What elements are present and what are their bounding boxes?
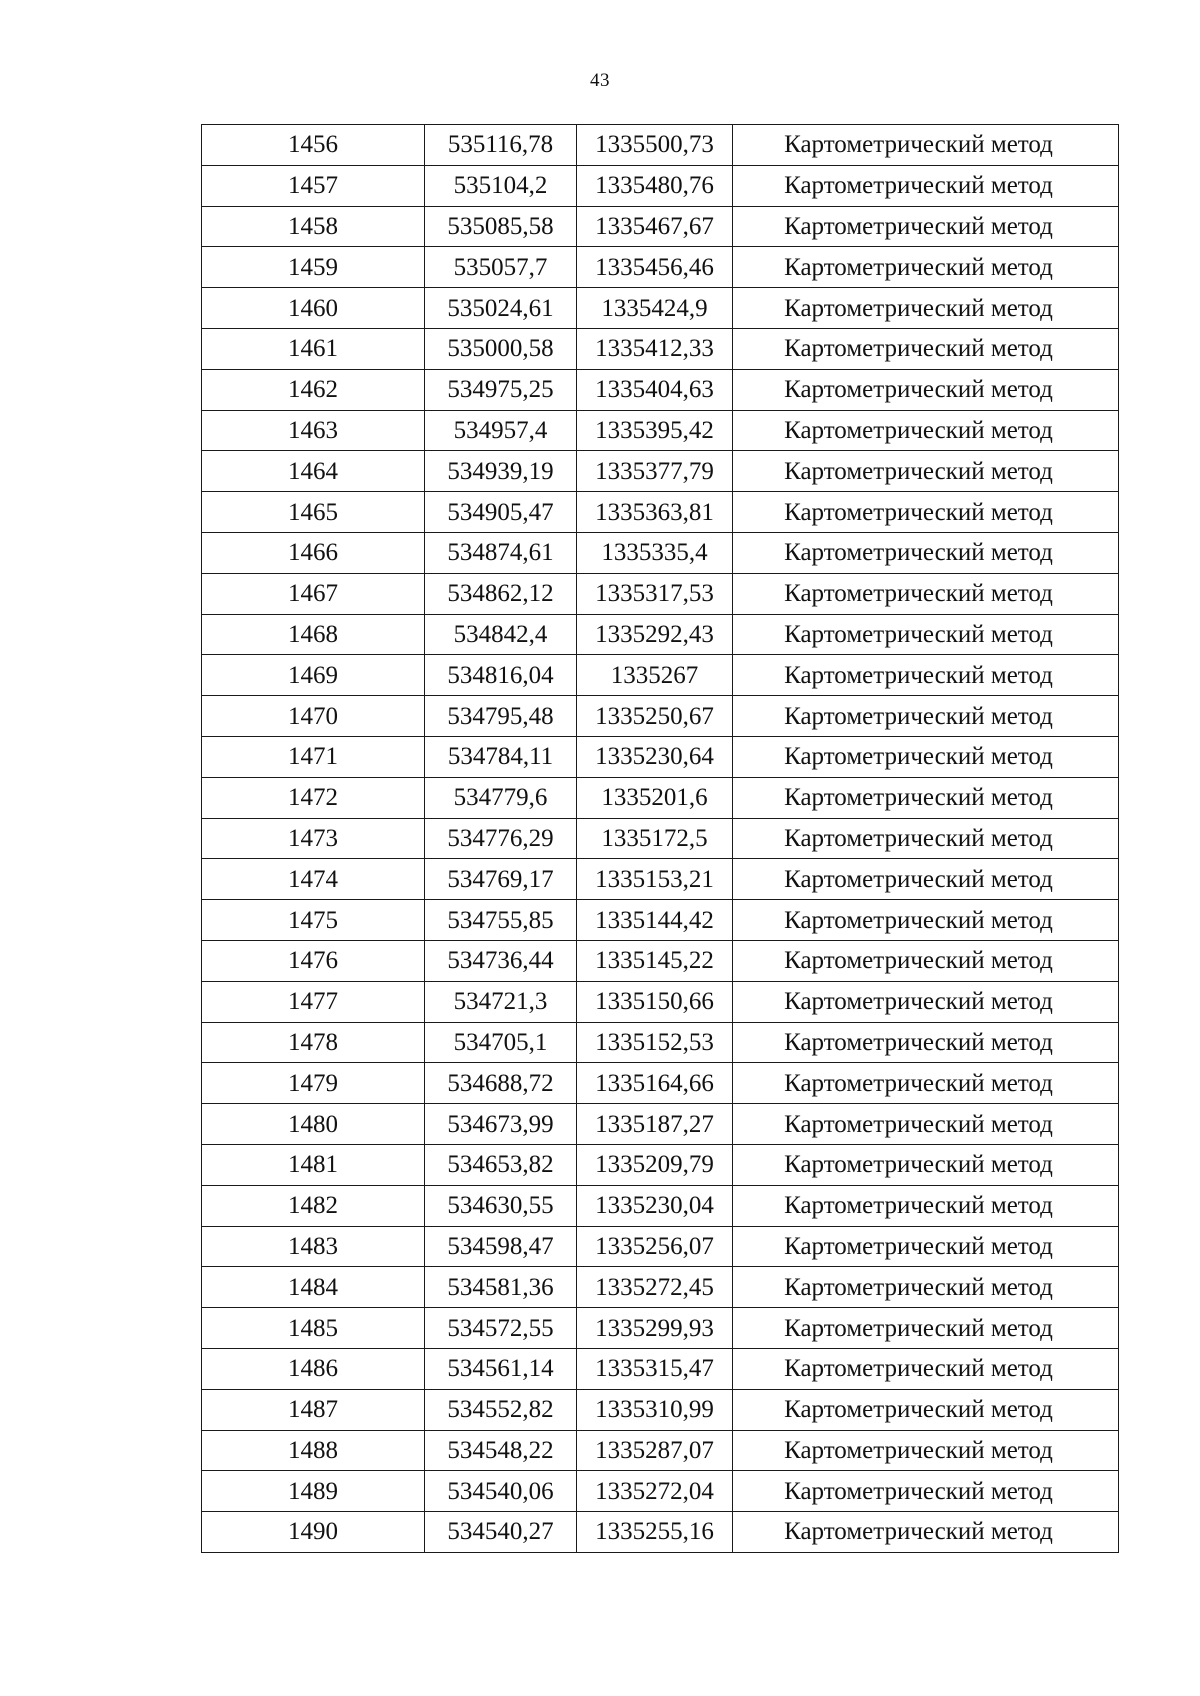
method-cell: Картометрический метод: [733, 247, 1119, 288]
x-coordinate-cell: 534939,19: [425, 451, 577, 492]
point-number-cell: 1488: [202, 1430, 425, 1471]
y-coordinate-cell: 1335150,66: [577, 981, 733, 1022]
table-row: [202, 369, 1119, 410]
table-row: [202, 288, 1119, 329]
method-cell: Картометрический метод: [733, 1104, 1119, 1145]
point-number-cell: 1470: [202, 696, 425, 737]
table-row: [202, 532, 1119, 573]
y-coordinate-cell: 1335395,42: [577, 410, 733, 451]
x-coordinate-cell: 534673,99: [425, 1104, 577, 1145]
x-coordinate-cell: 534776,29: [425, 818, 577, 859]
y-coordinate-cell: 1335187,27: [577, 1104, 733, 1145]
point-number-cell: 1489: [202, 1471, 425, 1512]
method-cell: Картометрический метод: [733, 532, 1119, 573]
y-coordinate-cell: 1335164,66: [577, 1063, 733, 1104]
table-row: [202, 573, 1119, 614]
point-number-cell: 1463: [202, 410, 425, 451]
point-number-cell: 1485: [202, 1308, 425, 1349]
x-coordinate-cell: 535104,2: [425, 165, 577, 206]
method-cell: Картометрический метод: [733, 125, 1119, 166]
x-coordinate-cell: 534552,82: [425, 1389, 577, 1430]
y-coordinate-cell: 1335256,07: [577, 1226, 733, 1267]
point-number-cell: 1466: [202, 532, 425, 573]
point-number-cell: 1461: [202, 328, 425, 369]
x-coordinate-cell: 534862,12: [425, 573, 577, 614]
table-row: [202, 1430, 1119, 1471]
x-coordinate-cell: 534572,55: [425, 1308, 577, 1349]
point-number-cell: 1465: [202, 492, 425, 533]
point-number-cell: 1473: [202, 818, 425, 859]
point-number-cell: 1456: [202, 125, 425, 166]
x-coordinate-cell: 534975,25: [425, 369, 577, 410]
method-cell: Картометрический метод: [733, 655, 1119, 696]
x-coordinate-cell: 534736,44: [425, 940, 577, 981]
y-coordinate-cell: 1335404,63: [577, 369, 733, 410]
point-number-cell: 1476: [202, 940, 425, 981]
table-row: [202, 655, 1119, 696]
y-coordinate-cell: 1335230,04: [577, 1185, 733, 1226]
y-coordinate-cell: 1335287,07: [577, 1430, 733, 1471]
y-coordinate-cell: 1335412,33: [577, 328, 733, 369]
y-coordinate-cell: 1335172,5: [577, 818, 733, 859]
method-cell: Картометрический метод: [733, 410, 1119, 451]
method-cell: Картометрический метод: [733, 981, 1119, 1022]
method-cell: Картометрический метод: [733, 1471, 1119, 1512]
x-coordinate-cell: 535116,78: [425, 125, 577, 166]
table-row: [202, 1348, 1119, 1389]
y-coordinate-cell: 1335292,43: [577, 614, 733, 655]
x-coordinate-cell: 535024,61: [425, 288, 577, 329]
table-row: [202, 1022, 1119, 1063]
table-row: [202, 736, 1119, 777]
method-cell: Картометрический метод: [733, 900, 1119, 941]
x-coordinate-cell: 534905,47: [425, 492, 577, 533]
table-row: [202, 410, 1119, 451]
method-cell: Картометрический метод: [733, 940, 1119, 981]
method-cell: Картометрический метод: [733, 573, 1119, 614]
method-cell: Картометрический метод: [733, 1022, 1119, 1063]
coordinates-table: [201, 124, 1119, 1553]
y-coordinate-cell: 1335267: [577, 655, 733, 696]
x-coordinate-cell: 534769,17: [425, 859, 577, 900]
method-cell: Картометрический метод: [733, 328, 1119, 369]
x-coordinate-cell: 534705,1: [425, 1022, 577, 1063]
method-cell: Картометрический метод: [733, 777, 1119, 818]
table-row: [202, 818, 1119, 859]
y-coordinate-cell: 1335153,21: [577, 859, 733, 900]
method-cell: Картометрический метод: [733, 1430, 1119, 1471]
point-number-cell: 1468: [202, 614, 425, 655]
method-cell: Картометрический метод: [733, 369, 1119, 410]
method-cell: Картометрический метод: [733, 451, 1119, 492]
x-coordinate-cell: 534540,27: [425, 1512, 577, 1553]
method-cell: Картометрический метод: [733, 1348, 1119, 1389]
method-cell: Картометрический метод: [733, 288, 1119, 329]
y-coordinate-cell: 1335255,16: [577, 1512, 733, 1553]
x-coordinate-cell: 534653,82: [425, 1144, 577, 1185]
x-coordinate-cell: 534721,3: [425, 981, 577, 1022]
x-coordinate-cell: 535085,58: [425, 206, 577, 247]
point-number-cell: 1482: [202, 1185, 425, 1226]
x-coordinate-cell: 534874,61: [425, 532, 577, 573]
x-coordinate-cell: 534784,11: [425, 736, 577, 777]
y-coordinate-cell: 1335363,81: [577, 492, 733, 533]
table-row: [202, 1144, 1119, 1185]
x-coordinate-cell: 534540,06: [425, 1471, 577, 1512]
point-number-cell: 1464: [202, 451, 425, 492]
y-coordinate-cell: 1335424,9: [577, 288, 733, 329]
x-coordinate-cell: 534548,22: [425, 1430, 577, 1471]
x-coordinate-cell: 535000,58: [425, 328, 577, 369]
table-row: [202, 451, 1119, 492]
method-cell: Картометрический метод: [733, 614, 1119, 655]
y-coordinate-cell: 1335299,93: [577, 1308, 733, 1349]
y-coordinate-cell: 1335152,53: [577, 1022, 733, 1063]
x-coordinate-cell: 534581,36: [425, 1267, 577, 1308]
table-row: [202, 940, 1119, 981]
point-number-cell: 1469: [202, 655, 425, 696]
y-coordinate-cell: 1335250,67: [577, 696, 733, 737]
x-coordinate-cell: 534755,85: [425, 900, 577, 941]
point-number-cell: 1471: [202, 736, 425, 777]
table-row: [202, 1267, 1119, 1308]
point-number-cell: 1483: [202, 1226, 425, 1267]
method-cell: Картометрический метод: [733, 1226, 1119, 1267]
x-coordinate-cell: 534561,14: [425, 1348, 577, 1389]
method-cell: Картометрический метод: [733, 1185, 1119, 1226]
table-row: [202, 1471, 1119, 1512]
point-number-cell: 1457: [202, 165, 425, 206]
y-coordinate-cell: 1335209,79: [577, 1144, 733, 1185]
point-number-cell: 1458: [202, 206, 425, 247]
table-row: [202, 696, 1119, 737]
y-coordinate-cell: 1335456,46: [577, 247, 733, 288]
table-row: [202, 247, 1119, 288]
y-coordinate-cell: 1335230,64: [577, 736, 733, 777]
table-row: [202, 777, 1119, 818]
point-number-cell: 1467: [202, 573, 425, 614]
table-row: [202, 859, 1119, 900]
point-number-cell: 1459: [202, 247, 425, 288]
y-coordinate-cell: 1335315,47: [577, 1348, 733, 1389]
table-row: [202, 900, 1119, 941]
table-row: [202, 492, 1119, 533]
x-coordinate-cell: 534630,55: [425, 1185, 577, 1226]
x-coordinate-cell: 534779,6: [425, 777, 577, 818]
table-row: [202, 614, 1119, 655]
point-number-cell: 1462: [202, 369, 425, 410]
x-coordinate-cell: 534688,72: [425, 1063, 577, 1104]
table-row: [202, 1063, 1119, 1104]
table-row: [202, 328, 1119, 369]
table-row: [202, 1104, 1119, 1145]
x-coordinate-cell: 534795,48: [425, 696, 577, 737]
point-number-cell: 1481: [202, 1144, 425, 1185]
method-cell: Картометрический метод: [733, 1267, 1119, 1308]
table-row: [202, 981, 1119, 1022]
y-coordinate-cell: 1335317,53: [577, 573, 733, 614]
method-cell: Картометрический метод: [733, 736, 1119, 777]
y-coordinate-cell: 1335201,6: [577, 777, 733, 818]
point-number-cell: 1474: [202, 859, 425, 900]
point-number-cell: 1460: [202, 288, 425, 329]
y-coordinate-cell: 1335144,42: [577, 900, 733, 941]
method-cell: Картометрический метод: [733, 165, 1119, 206]
method-cell: Картометрический метод: [733, 1389, 1119, 1430]
method-cell: Картометрический метод: [733, 206, 1119, 247]
table-row: [202, 206, 1119, 247]
x-coordinate-cell: 534816,04: [425, 655, 577, 696]
point-number-cell: 1472: [202, 777, 425, 818]
point-number-cell: 1480: [202, 1104, 425, 1145]
y-coordinate-cell: 1335272,04: [577, 1471, 733, 1512]
point-number-cell: 1487: [202, 1389, 425, 1430]
method-cell: Картометрический метод: [733, 818, 1119, 859]
point-number-cell: 1478: [202, 1022, 425, 1063]
point-number-cell: 1477: [202, 981, 425, 1022]
point-number-cell: 1484: [202, 1267, 425, 1308]
table-row: [202, 1226, 1119, 1267]
method-cell: Картометрический метод: [733, 492, 1119, 533]
y-coordinate-cell: 1335377,79: [577, 451, 733, 492]
point-number-cell: 1479: [202, 1063, 425, 1104]
x-coordinate-cell: 534957,4: [425, 410, 577, 451]
table-row: [202, 1308, 1119, 1349]
y-coordinate-cell: 1335145,22: [577, 940, 733, 981]
y-coordinate-cell: 1335310,99: [577, 1389, 733, 1430]
method-cell: Картометрический метод: [733, 696, 1119, 737]
coordinates-table-body: [202, 125, 1119, 1553]
table-row: [202, 1185, 1119, 1226]
page-number: 43: [590, 70, 610, 91]
point-number-cell: 1475: [202, 900, 425, 941]
table-row: [202, 1512, 1119, 1553]
y-coordinate-cell: 1335467,67: [577, 206, 733, 247]
table-row: [202, 125, 1119, 166]
method-cell: Картометрический метод: [733, 1144, 1119, 1185]
method-cell: Картометрический метод: [733, 1063, 1119, 1104]
x-coordinate-cell: 534598,47: [425, 1226, 577, 1267]
x-coordinate-cell: 535057,7: [425, 247, 577, 288]
table-row: [202, 1389, 1119, 1430]
method-cell: Картометрический метод: [733, 1308, 1119, 1349]
point-number-cell: 1486: [202, 1348, 425, 1389]
y-coordinate-cell: 1335272,45: [577, 1267, 733, 1308]
method-cell: Картометрический метод: [733, 859, 1119, 900]
x-coordinate-cell: 534842,4: [425, 614, 577, 655]
y-coordinate-cell: 1335335,4: [577, 532, 733, 573]
method-cell: Картометрический метод: [733, 1512, 1119, 1553]
y-coordinate-cell: 1335500,73: [577, 125, 733, 166]
point-number-cell: 1490: [202, 1512, 425, 1553]
y-coordinate-cell: 1335480,76: [577, 165, 733, 206]
table-row: [202, 165, 1119, 206]
